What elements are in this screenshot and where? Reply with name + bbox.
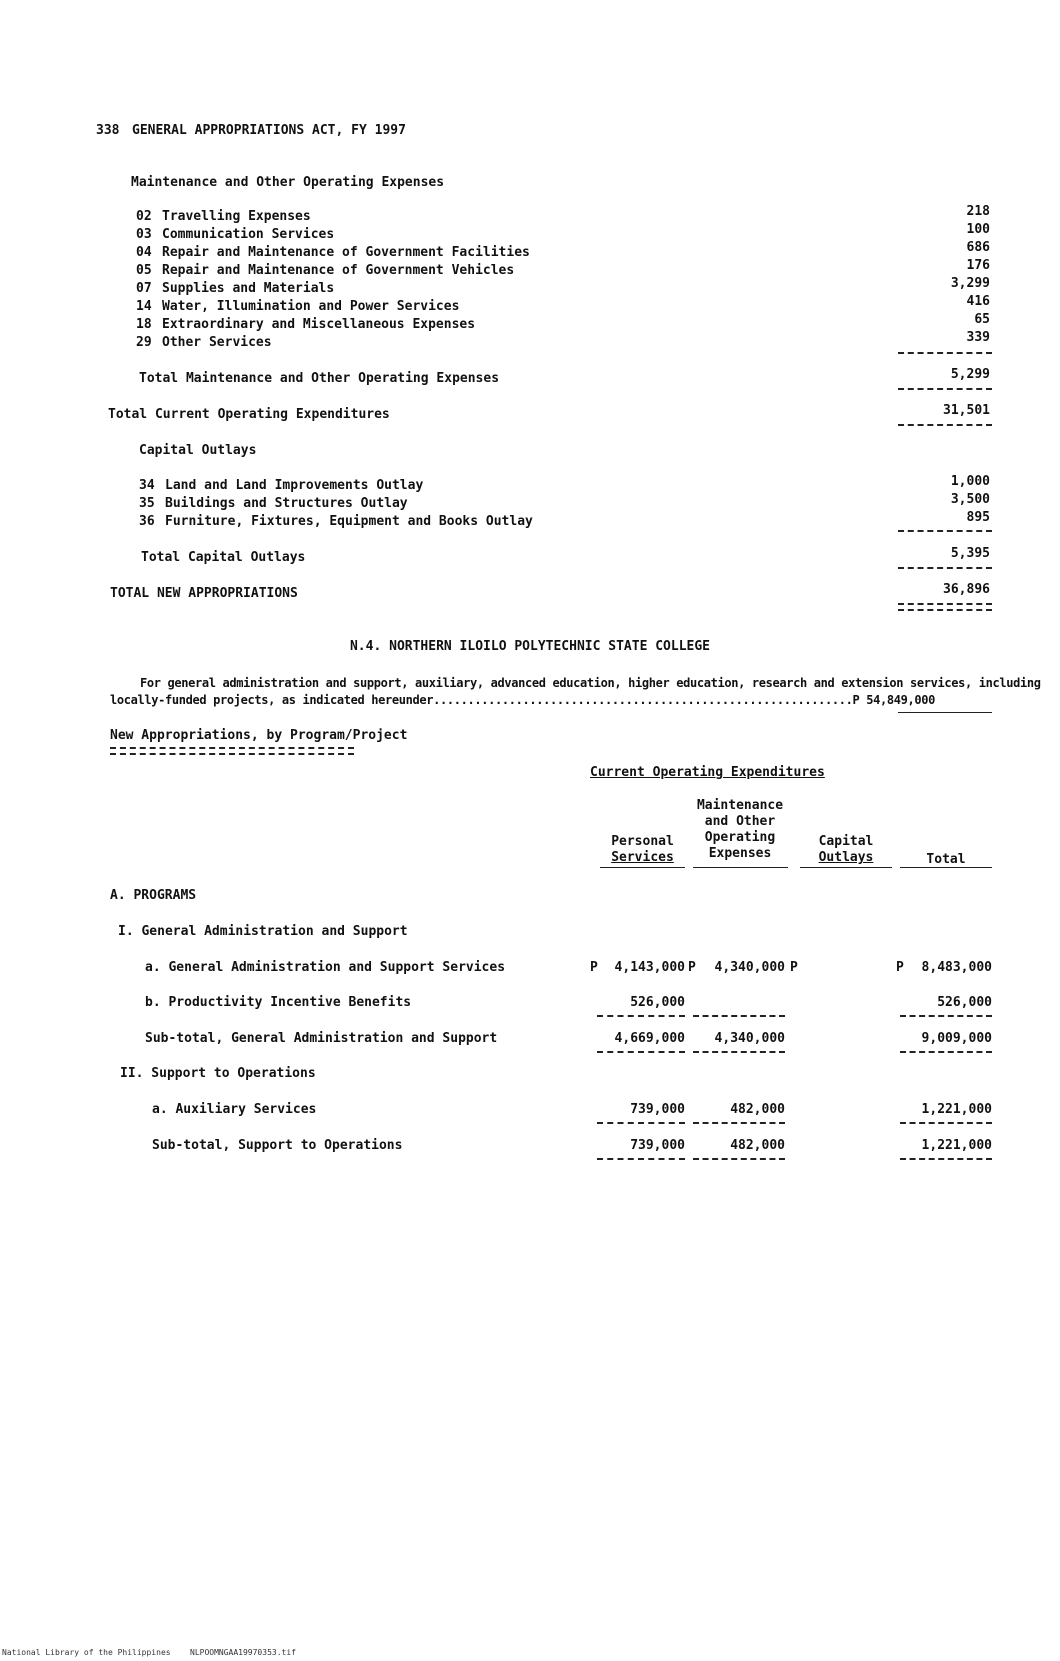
divider — [597, 1015, 685, 1017]
mooe-amount: 686 — [966, 240, 990, 255]
col-rule — [900, 867, 992, 868]
mooe-total-amount: 5,299 — [950, 367, 990, 382]
table-group-header: Current Operating Expenditures — [590, 765, 825, 780]
subtotal1-label: Sub-total, General Administration and Support — [145, 1031, 498, 1046]
subtotal2-ps: 739,000 — [630, 1138, 685, 1153]
divider — [693, 1015, 785, 1017]
peso-sign: P — [590, 960, 598, 975]
col-header-mooe: Maintenance and Other Operating Expenses — [696, 798, 784, 861]
footer-library: National Library of the Philippines — [2, 1648, 171, 1657]
divider — [900, 1015, 992, 1017]
divider — [900, 1051, 992, 1053]
capital-total-label: Total Capital Outlays — [141, 550, 306, 565]
row-aux-label: a. Auxiliary Services — [152, 1102, 317, 1117]
col-header-ps: Personal Services — [611, 834, 674, 865]
row-aux-total: 1,221,000 — [921, 1102, 992, 1117]
capital-amount: 895 — [966, 510, 990, 525]
mooe-item: 04 Repair and Maintenance of Government Facilities — [136, 245, 530, 260]
divider — [693, 1051, 785, 1053]
row-pib-label: b. Productivity Incentive Benefits — [145, 995, 412, 1010]
mooe-amount: 416 — [966, 294, 990, 309]
peso-sign: P — [688, 960, 696, 975]
mooe-item: 18 Extraordinary and Miscellaneous Expenses — [136, 317, 476, 332]
col-header-co: Capital Outlays — [818, 834, 874, 865]
capital-item: 34 Land and Land Improvements Outlay — [139, 478, 424, 493]
divider — [898, 424, 992, 426]
row-aux-mooe: 482,000 — [730, 1102, 785, 1117]
row-gas-total: 8,483,000 — [921, 960, 992, 975]
divider — [597, 1122, 685, 1124]
capital-heading: Capital Outlays — [139, 443, 257, 458]
group2-label: II. Support to Operations — [120, 1066, 316, 1081]
section-paragraph-line1: For general administration and support, auxiliary, advanced education, higher education, research and extension services, including — [140, 676, 1041, 690]
row-gas-ps: 4,143,000 — [614, 960, 685, 975]
row-gas-mooe: 4,340,000 — [714, 960, 785, 975]
mooe-amount: 3,299 — [950, 276, 990, 291]
mooe-amount: 176 — [966, 258, 990, 273]
mooe-total-label: Total Maintenance and Other Operating Expenses — [139, 371, 500, 386]
col-header-total: Total — [926, 852, 966, 867]
row-pib-total: 526,000 — [937, 995, 992, 1010]
col-rule — [693, 867, 788, 868]
capital-amount: 1,000 — [950, 474, 990, 489]
peso-sign: P — [790, 960, 798, 975]
double-divider — [898, 603, 992, 611]
current-operating-label: Total Current Operating Expenditures — [108, 407, 390, 422]
current-operating-amount: 31,501 — [943, 403, 990, 418]
subtotal2-mooe: 482,000 — [730, 1138, 785, 1153]
row-aux-ps: 739,000 — [630, 1102, 685, 1117]
new-approp-heading: New Appropriations, by Program/Project — [110, 728, 408, 743]
divider — [898, 567, 992, 569]
divider — [693, 1158, 785, 1160]
mooe-heading: Maintenance and Other Operating Expenses — [131, 175, 445, 190]
programs-label: A. PROGRAMS — [110, 888, 197, 903]
capital-item: 36 Furniture, Fixtures, Equipment and Books Outlay — [139, 514, 533, 529]
capital-item: 35 Buildings and Structures Outlay — [139, 496, 408, 511]
divider — [900, 1158, 992, 1160]
subtotal1-total: 9,009,000 — [921, 1031, 992, 1046]
mooe-item: 03 Communication Services — [136, 227, 335, 242]
row-gas-label: a. General Administration and Support Services — [145, 960, 506, 975]
divider — [898, 712, 992, 713]
subtotal1-mooe: 4,340,000 — [714, 1031, 785, 1046]
divider — [898, 388, 992, 390]
section-title: N.4. NORTHERN ILOILO POLYTECHNIC STATE COLLEGE — [349, 639, 711, 654]
mooe-item: 02 Travelling Expenses — [136, 209, 311, 224]
divider — [597, 1158, 685, 1160]
capital-total-amount: 5,395 — [950, 546, 990, 561]
mooe-amount: 100 — [966, 222, 990, 237]
subtotal2-label: Sub-total, Support to Operations — [152, 1138, 403, 1153]
total-new-label: TOTAL NEW APPROPRIATIONS — [110, 586, 298, 601]
divider — [693, 1122, 785, 1124]
page-title: GENERAL APPROPRIATIONS ACT, FY 1997 — [132, 123, 406, 138]
capital-amount: 3,500 — [950, 492, 990, 507]
divider — [898, 530, 992, 532]
row-pib-ps: 526,000 — [630, 995, 685, 1010]
footer-file: NLPOOMNGAA19970353.tif — [190, 1648, 296, 1657]
total-new-amount: 36,896 — [943, 582, 990, 597]
mooe-amount: 65 — [974, 312, 990, 327]
mooe-amount: 339 — [966, 330, 990, 345]
mooe-item: 14 Water, Illumination and Power Services — [136, 299, 460, 314]
mooe-item: 29 Other Services — [136, 335, 272, 350]
divider — [900, 1122, 992, 1124]
mooe-item: 07 Supplies and Materials — [136, 281, 335, 296]
peso-sign: P — [896, 960, 904, 975]
subtotal2-total: 1,221,000 — [921, 1138, 992, 1153]
mooe-amount: 218 — [966, 204, 990, 219]
divider — [597, 1051, 685, 1053]
group1-label: I. General Administration and Support — [118, 924, 408, 939]
col-rule — [600, 867, 685, 868]
subtotal1-ps: 4,669,000 — [614, 1031, 685, 1046]
page-number: 338 — [96, 123, 120, 138]
double-divider — [110, 747, 354, 755]
divider — [898, 352, 992, 354]
mooe-item: 05 Repair and Maintenance of Government Vehicles — [136, 263, 515, 278]
section-paragraph-line2: locally-funded projects, as indicated hereunder.............................................................P 54,849,000 — [110, 693, 935, 707]
col-rule — [800, 867, 892, 868]
